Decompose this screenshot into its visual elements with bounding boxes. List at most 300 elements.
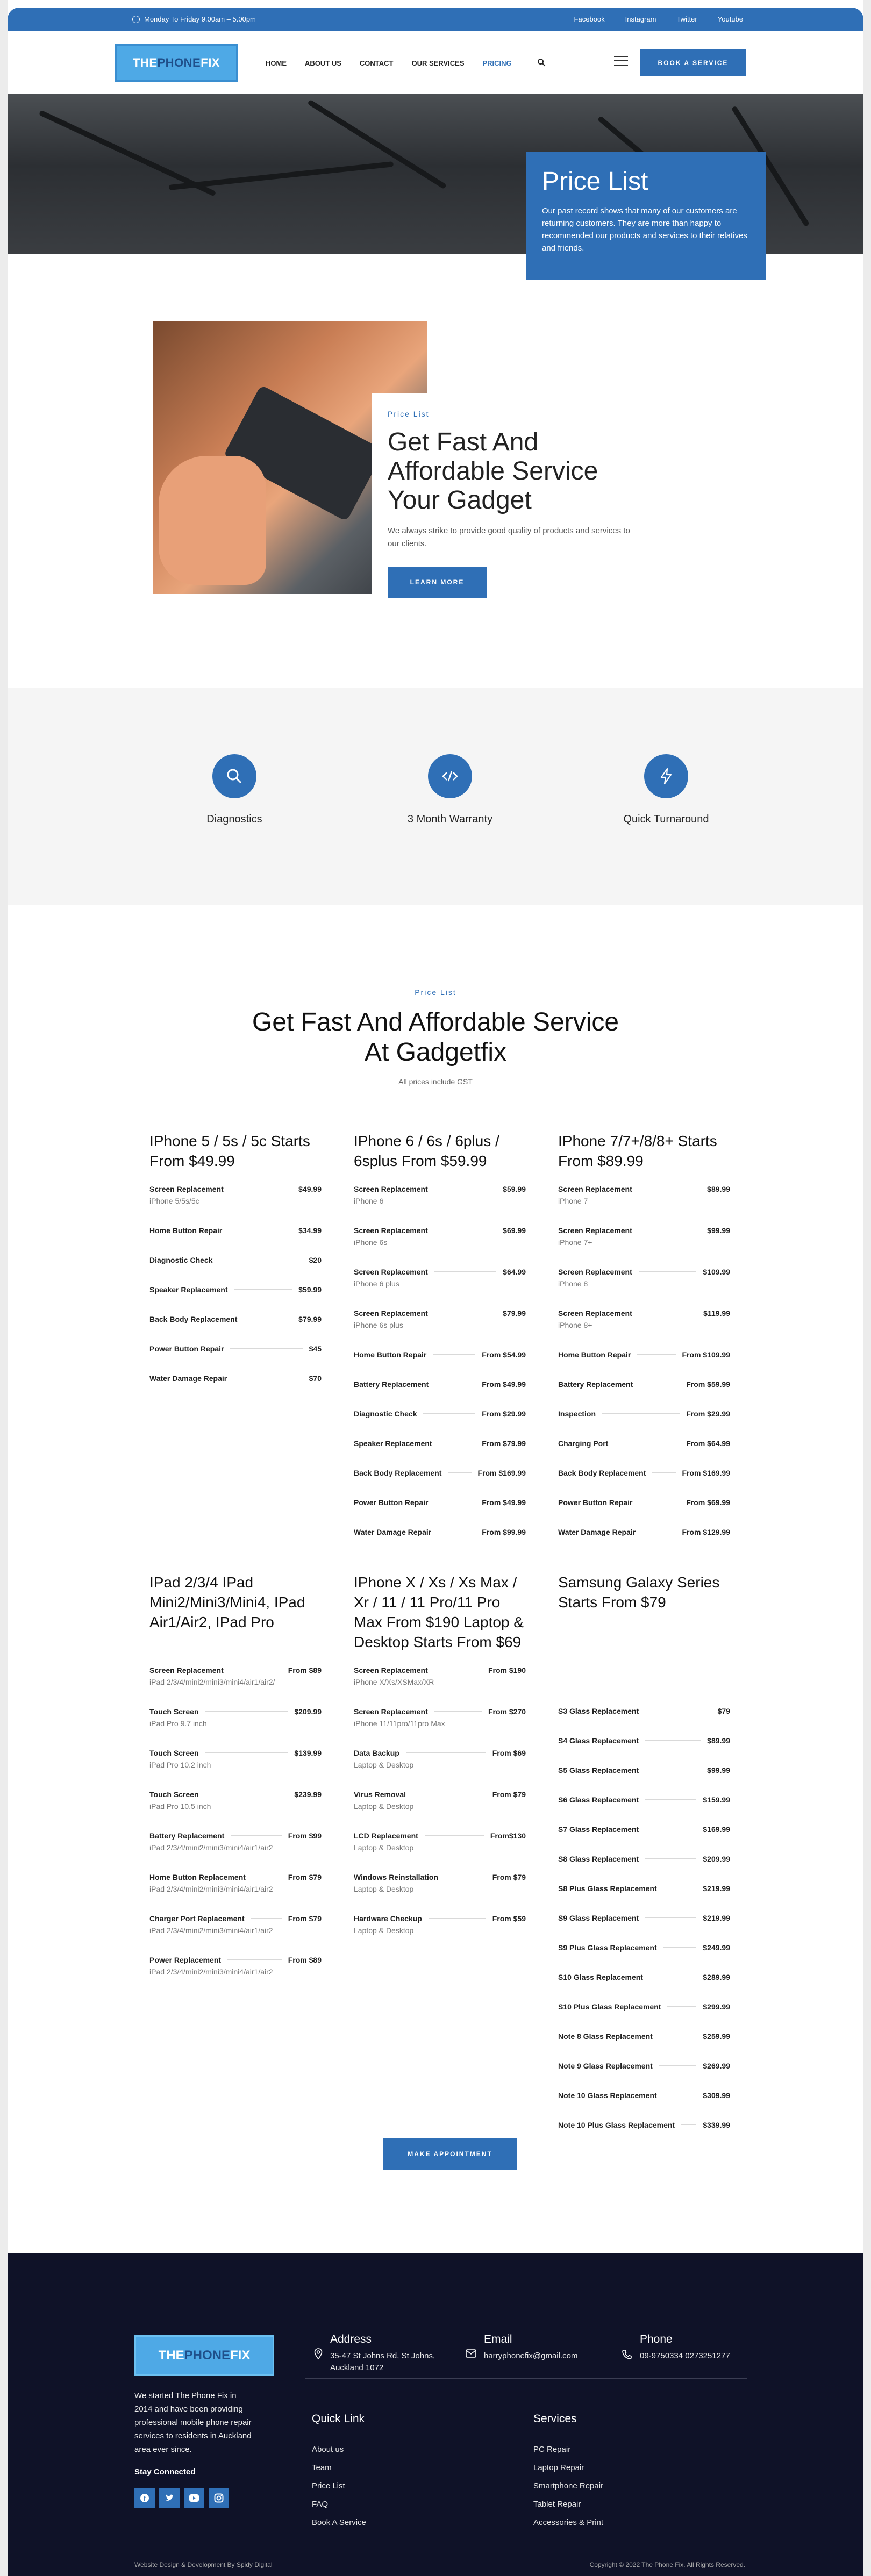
price-row — [558, 1526, 730, 1538]
leader-line — [433, 1354, 475, 1355]
service-price: $119.99 — [703, 1308, 730, 1318]
leader-line — [230, 1348, 302, 1349]
service-price: From $64.99 — [686, 1439, 730, 1448]
price-row — [354, 1912, 526, 1924]
service-price: From $49.99 — [482, 1379, 526, 1389]
service-price: From $79 — [288, 1914, 322, 1923]
service-name: Power Replacement — [149, 1955, 222, 1964]
price-row — [354, 1437, 526, 1449]
price-row — [354, 1829, 526, 1842]
service-name: LCD Replacement — [354, 1831, 418, 1840]
row-spacer — [558, 1479, 730, 1496]
price-column-title: IPhone 6 / 6s / 6plus / 6splus From $59.99 — [354, 1133, 499, 1169]
service-name: Water Damage Repair — [149, 1373, 227, 1383]
feature-label: Quick Turnaround — [623, 813, 709, 825]
email-value[interactable]: harryphonefix@gmail.com — [484, 2351, 578, 2360]
service-price: $59.99 — [503, 1184, 526, 1193]
leader-line — [639, 1271, 697, 1272]
row-spacer — [149, 1266, 322, 1283]
price-row — [558, 1378, 730, 1390]
footer-credit[interactable]: Website Design & Development By Spidy Digital — [134, 2561, 273, 2568]
leader-line — [659, 2065, 697, 2066]
service-note: iPhone 6 plus — [354, 1279, 399, 1288]
hero-tool-decor — [168, 161, 394, 190]
row-spacer — [558, 1894, 730, 1912]
price-row — [149, 1183, 322, 1195]
service-price: From $99.99 — [482, 1527, 526, 1536]
hand-shape — [159, 456, 266, 585]
phone-value[interactable]: 09-9750334 0273251277 — [640, 2351, 730, 2360]
phone-icon — [622, 2349, 632, 2360]
service-name: Note 10 Glass Replacement — [558, 2091, 657, 2100]
quick-link-price-list[interactable]: Price List — [312, 2481, 345, 2491]
footer-logo-phone: PHONE — [184, 2348, 230, 2363]
nav-our-services[interactable]: OUR SERVICES — [411, 59, 465, 67]
service-name: S8 Glass Replacement — [558, 1854, 639, 1863]
feature-icon-circle — [428, 754, 472, 798]
address-title: Address — [330, 2333, 372, 2345]
about-title: Get Fast And Affordable Service Your Gadget — [388, 428, 598, 514]
price-column-title: Samsung Galaxy Series Starts From $79 — [558, 1574, 720, 1611]
row-spacer — [354, 1538, 526, 1555]
youtube-link[interactable]: Youtube — [717, 15, 743, 23]
service-price: $239.99 — [294, 1790, 322, 1799]
location-pin-icon — [314, 2348, 323, 2360]
logo-phone: PHONE — [157, 56, 201, 69]
service-name: Screen Replacement — [354, 1707, 428, 1716]
service-name: Charger Port Replacement — [149, 1914, 245, 1923]
service-note: Laptop & Desktop — [354, 1885, 414, 1893]
leader-line — [227, 1959, 282, 1960]
price-row — [354, 1664, 526, 1676]
service-note: Laptop & Desktop — [354, 1761, 414, 1769]
service-note: iPhone 7 — [558, 1197, 588, 1205]
service-name: Home Button Replacement — [149, 1872, 246, 1881]
service-price: $219.99 — [703, 1913, 730, 1922]
make-appointment-button[interactable]: MAKE APPOINTMENT — [383, 2138, 517, 2170]
feature-icon-circle — [212, 754, 256, 798]
price-row — [558, 2030, 730, 2042]
service-price: From $109.99 — [682, 1350, 730, 1359]
quick-links — [312, 2413, 366, 2532]
row-spacer — [558, 2072, 730, 2089]
service-price: $209.99 — [294, 1707, 322, 1716]
nav-contact[interactable]: CONTACT — [359, 59, 394, 67]
service-name: Home Button Repair — [149, 1226, 223, 1235]
service-price: $64.99 — [503, 1267, 526, 1276]
price-row — [354, 1183, 526, 1195]
price-row — [149, 1664, 322, 1676]
footer-logo-the: THE — [158, 2348, 184, 2363]
service-price: From $69 — [492, 1748, 526, 1757]
nav-home[interactable]: HOME — [266, 59, 287, 67]
service-note: iPhone 5/5s/5c — [149, 1197, 199, 1205]
price-row — [558, 1437, 730, 1449]
service-name: Windows Reinstallation — [354, 1872, 438, 1881]
row-spacer — [149, 1325, 322, 1342]
price-row — [149, 1224, 322, 1236]
row-spacer — [149, 1384, 322, 1401]
service-note: iPad 2/3/4/mini2/mini3/mini4/air1/air2 — [149, 1885, 273, 1893]
service-note: Laptop & Desktop — [354, 1926, 414, 1935]
service-price: $209.99 — [703, 1854, 730, 1863]
mail-icon — [466, 2349, 476, 2358]
service-name: S9 Plus Glass Replacement — [558, 1943, 657, 1952]
service-name: Water Damage Repair — [354, 1527, 432, 1536]
service-price: $259.99 — [703, 2031, 730, 2041]
service-name: S10 Glass Replacement — [558, 1972, 643, 1981]
twitter-link[interactable]: Twitter — [676, 15, 697, 23]
price-row — [558, 1823, 730, 1835]
service-link-tablet[interactable]: Tablet Repair — [533, 2500, 581, 2509]
price-column — [354, 1131, 526, 1555]
service-name: Screen Replacement — [558, 1308, 632, 1318]
leader-line — [425, 1835, 484, 1836]
leader-line — [645, 1858, 696, 1859]
service-price: $79 — [717, 1706, 730, 1715]
footer-phone — [622, 2333, 730, 2362]
footer-social-icons — [134, 2488, 229, 2508]
row-spacer — [354, 1420, 526, 1437]
row-spacer — [558, 1747, 730, 1764]
service-name: Touch Screen — [149, 1748, 199, 1757]
price-row — [149, 1912, 322, 1924]
service-price: $34.99 — [298, 1226, 322, 1235]
leader-line — [429, 1918, 486, 1919]
row-spacer — [354, 1508, 526, 1526]
price-row — [558, 1882, 730, 1894]
row-spacer — [354, 1361, 526, 1378]
price-row — [558, 1348, 730, 1361]
service-name: Back Body Replacement — [149, 1314, 238, 1323]
service-name: Diagnostic Check — [354, 1409, 417, 1418]
service-name: Screen Replacement — [149, 1184, 224, 1193]
about-text: We always strike to provide good quality of products and services to our clients. — [388, 526, 630, 548]
price-row — [558, 1183, 730, 1195]
price-row — [149, 1829, 322, 1842]
top-bar — [8, 8, 863, 31]
price-row — [558, 1496, 730, 1508]
service-name: S3 Glass Replacement — [558, 1706, 639, 1715]
service-price: From $99 — [288, 1831, 322, 1840]
svg-text:f: f — [144, 2495, 146, 2502]
pricing-kicker: Price List — [415, 988, 456, 997]
bolt-icon — [657, 767, 675, 785]
service-name: S7 Glass Replacement — [558, 1824, 639, 1834]
footer-about: We started The Phone Fix in 2014 and have been providing professional mobile phone repair services to residents in Auckland area ever since. — [134, 2391, 252, 2454]
row-spacer — [558, 2042, 730, 2059]
learn-more-button[interactable]: LEARN MORE — [388, 567, 487, 598]
services-links — [533, 2413, 603, 2532]
footer-divider — [305, 2378, 747, 2379]
book-service-button[interactable]: BOOK A SERVICE — [640, 49, 746, 76]
price-column — [558, 1572, 730, 2148]
service-name: S6 Glass Replacement — [558, 1795, 639, 1804]
price-row — [354, 1705, 526, 1718]
price-row — [558, 1407, 730, 1420]
row-spacer — [149, 1355, 322, 1372]
price-row — [558, 1265, 730, 1278]
row-spacer — [558, 1983, 730, 2000]
service-name: Battery Replacement — [558, 1379, 633, 1389]
price-row — [558, 2000, 730, 2013]
service-price: $70 — [309, 1373, 322, 1383]
feature-label: 3 Month Warranty — [407, 813, 493, 825]
price-row — [354, 1871, 526, 1883]
service-name: Note 10 Plus Glass Replacement — [558, 2120, 675, 2129]
price-row — [149, 1871, 322, 1883]
row-spacer — [558, 1449, 730, 1466]
service-name: Hardware Checkup — [354, 1914, 422, 1923]
instagram-icon[interactable] — [209, 2488, 229, 2508]
footer-email — [466, 2333, 577, 2362]
row-spacer — [354, 1479, 526, 1496]
service-name: Touch Screen — [149, 1790, 199, 1799]
price-row — [354, 1496, 526, 1508]
price-row — [558, 1307, 730, 1319]
service-price: From $190 — [488, 1665, 526, 1675]
service-name: Power Button Repair — [558, 1498, 633, 1507]
site-footer — [8, 2253, 863, 2576]
feature-turnaround — [602, 754, 731, 826]
row-spacer — [558, 1924, 730, 1941]
code-icon — [441, 767, 459, 785]
service-price: From $129.99 — [682, 1527, 730, 1536]
service-price: $219.99 — [703, 1884, 730, 1893]
service-note: iPhone X/Xs/XSMax/XR — [354, 1678, 434, 1686]
hero-tool-decor — [307, 99, 447, 189]
service-price: $169.99 — [703, 1824, 730, 1834]
service-name: Screen Replacement — [354, 1267, 428, 1276]
service-price: From $79.99 — [482, 1439, 526, 1448]
service-price: $45 — [309, 1344, 322, 1353]
youtube-icon[interactable] — [184, 2488, 204, 2508]
leader-line — [205, 1752, 288, 1753]
row-spacer — [558, 1508, 730, 1526]
leader-line — [667, 2006, 696, 2007]
service-price: From $89 — [288, 1665, 322, 1675]
service-price: $49.99 — [298, 1184, 322, 1193]
service-price: $269.99 — [703, 2061, 730, 2070]
price-column-title: IPhone X / Xs / Xs Max / Xr / 11 / 11 Pro/11 Pro Max From $190 Laptop & Desktop Starts From $69 — [354, 1574, 524, 1650]
service-note: Laptop & Desktop — [354, 1802, 414, 1811]
leader-line — [251, 1918, 282, 1919]
price-row — [558, 1224, 730, 1236]
service-link-laptop[interactable]: Laptop Repair — [533, 2463, 584, 2472]
footer-logo[interactable] — [134, 2335, 274, 2376]
quick-link-book[interactable]: Book A Service — [312, 2518, 366, 2527]
about-kicker: Price List — [388, 410, 430, 418]
site-logo[interactable] — [115, 44, 238, 82]
service-price: $59.99 — [298, 1285, 322, 1294]
service-name: Speaker Replacement — [149, 1285, 228, 1294]
row-spacer — [558, 2013, 730, 2030]
service-name: Note 8 Glass Replacement — [558, 2031, 653, 2041]
row-spacer — [558, 1776, 730, 1793]
leader-line — [645, 1740, 701, 1741]
row-spacer — [149, 1236, 322, 1254]
price-row — [558, 1971, 730, 1983]
quick-link-team[interactable]: Team — [312, 2463, 332, 2472]
service-price: From $69.99 — [686, 1498, 730, 1507]
nav-about-us[interactable]: ABOUT US — [305, 59, 341, 67]
service-link-smartphone[interactable]: Smartphone Repair — [533, 2481, 604, 2491]
logo-fix: FIX — [201, 56, 220, 69]
service-name: Screen Replacement — [558, 1184, 632, 1193]
hero-price-box — [526, 152, 766, 280]
price-row — [149, 1705, 322, 1718]
row-spacer — [558, 1538, 730, 1555]
service-price: $79.99 — [503, 1308, 526, 1318]
leader-line — [234, 1289, 292, 1290]
leader-line — [645, 1799, 696, 1800]
price-row — [558, 1764, 730, 1776]
price-row — [558, 1466, 730, 1479]
price-column — [558, 1131, 730, 1555]
row-spacer — [558, 1361, 730, 1378]
row-spacer — [558, 2101, 730, 2119]
top-social-links — [574, 15, 743, 23]
service-name: Virus Removal — [354, 1790, 406, 1799]
service-note: iPad Pro 9.7 inch — [149, 1719, 207, 1728]
service-name: Diagnostic Check — [149, 1255, 213, 1264]
price-row — [558, 1734, 730, 1747]
address-value: 35-47 St Johns Rd, St Johns, Auckland 1072 — [330, 2351, 436, 2372]
twitter-icon[interactable] — [159, 2488, 180, 2508]
service-name: Water Damage Repair — [558, 1527, 636, 1536]
service-note: Laptop & Desktop — [354, 1843, 414, 1852]
price-row — [149, 1283, 322, 1296]
price-row — [354, 1526, 526, 1538]
price-column — [149, 1131, 322, 1401]
row-spacer — [558, 1420, 730, 1437]
service-note: iPhone 11/11pro/11pro Max — [354, 1719, 445, 1728]
feature-icon-circle — [644, 754, 688, 798]
service-name: S8 Plus Glass Replacement — [558, 1884, 657, 1893]
service-name: Screen Replacement — [558, 1226, 632, 1235]
price-row — [354, 1788, 526, 1800]
service-price: From $79 — [492, 1790, 526, 1799]
service-price: $299.99 — [703, 2002, 730, 2011]
footer-logo-fix: FIX — [230, 2348, 251, 2363]
price-row — [354, 1307, 526, 1319]
service-name: Back Body Replacement — [558, 1468, 646, 1477]
service-name: Screen Replacement — [354, 1184, 428, 1193]
pricing-title: Get Fast And Affordable Service At Gadgetfix — [252, 1008, 619, 1067]
services-title: Services — [533, 2413, 577, 2425]
facebook-icon[interactable] — [134, 2488, 155, 2508]
service-name: Battery Replacement — [149, 1831, 225, 1840]
service-name: Inspection — [558, 1409, 596, 1418]
leader-line — [602, 1413, 680, 1414]
leader-line — [434, 1271, 496, 1272]
row-spacer — [558, 1865, 730, 1882]
menu-icon[interactable] — [614, 56, 628, 66]
footer-copyright: Copyright © 2022 The Phone Fix. All Rights Reserved. — [589, 2561, 745, 2568]
feature-label: Diagnostics — [206, 813, 262, 825]
service-price: $249.99 — [703, 1943, 730, 1952]
service-price: $99.99 — [707, 1765, 730, 1774]
service-name: Power Button Repair — [149, 1344, 224, 1353]
clock-icon — [132, 16, 140, 23]
service-name: Screen Replacement — [354, 1226, 428, 1235]
facebook-link[interactable]: Facebook — [574, 15, 605, 23]
price-row — [149, 1788, 322, 1800]
service-note: iPhone 6s — [354, 1238, 388, 1247]
feature-warranty — [385, 754, 515, 826]
about-card — [372, 393, 651, 619]
service-note: iPad Pro 10.2 inch — [149, 1761, 211, 1769]
price-row — [354, 1348, 526, 1361]
hero-title: Price List — [542, 167, 648, 196]
service-name: S10 Plus Glass Replacement — [558, 2002, 661, 2011]
site-header — [8, 31, 863, 94]
price-row — [558, 2059, 730, 2072]
row-spacer — [558, 1390, 730, 1407]
price-row — [354, 1747, 526, 1759]
search-icon[interactable] — [537, 58, 546, 67]
price-column-title: IPhone 7/7+/8/8+ Starts From $89.99 — [558, 1133, 717, 1169]
service-price: From $79 — [288, 1872, 322, 1881]
quick-links-title: Quick Link — [312, 2413, 365, 2425]
service-price: $159.99 — [703, 1795, 730, 1804]
price-column — [354, 1572, 526, 1954]
service-link-pc[interactable]: PC Repair — [533, 2445, 571, 2454]
row-spacer — [149, 1296, 322, 1313]
service-note: iPhone 8 — [558, 1279, 588, 1288]
feature-diagnostics — [170, 754, 299, 826]
service-name: S9 Glass Replacement — [558, 1913, 639, 1922]
price-row — [558, 1705, 730, 1717]
service-name: Charging Port — [558, 1439, 609, 1448]
stay-connected-label: Stay Connected — [134, 2467, 196, 2477]
pricing-header — [8, 988, 863, 1086]
leader-line — [645, 1917, 696, 1918]
row-spacer — [558, 1806, 730, 1823]
service-name: Screen Replacement — [354, 1665, 428, 1675]
leader-line — [637, 1354, 675, 1355]
footer-address — [314, 2333, 448, 2374]
main-nav — [266, 59, 512, 67]
service-price: $339.99 — [703, 2120, 730, 2129]
leader-line — [652, 1472, 675, 1473]
service-note: iPhone 6s plus — [354, 1321, 403, 1329]
leader-line — [663, 1947, 697, 1948]
price-row — [149, 1747, 322, 1759]
service-price: From $270 — [488, 1707, 526, 1716]
price-row — [354, 1407, 526, 1420]
service-name: Home Button Repair — [354, 1350, 427, 1359]
service-price: $289.99 — [703, 1972, 730, 1981]
service-name: Speaker Replacement — [354, 1439, 432, 1448]
service-price: From $59 — [492, 1914, 526, 1923]
price-row — [354, 1466, 526, 1479]
instagram-link[interactable]: Instagram — [625, 15, 656, 23]
logo-the: THE — [133, 56, 158, 69]
row-spacer — [354, 1390, 526, 1407]
quick-link-about[interactable]: About us — [312, 2445, 344, 2454]
price-row — [354, 1224, 526, 1236]
service-price: From $49.99 — [482, 1498, 526, 1507]
quick-link-faq[interactable]: FAQ — [312, 2500, 329, 2509]
service-price: $69.99 — [503, 1226, 526, 1235]
service-price: From $169.99 — [682, 1468, 730, 1477]
service-note: iPhone 8+ — [558, 1321, 592, 1329]
nav-pricing[interactable]: PRICING — [482, 59, 512, 67]
service-link-accessories[interactable]: Accessories & Print — [533, 2518, 604, 2527]
leader-line — [434, 1711, 482, 1712]
phone-title: Phone — [640, 2333, 673, 2345]
